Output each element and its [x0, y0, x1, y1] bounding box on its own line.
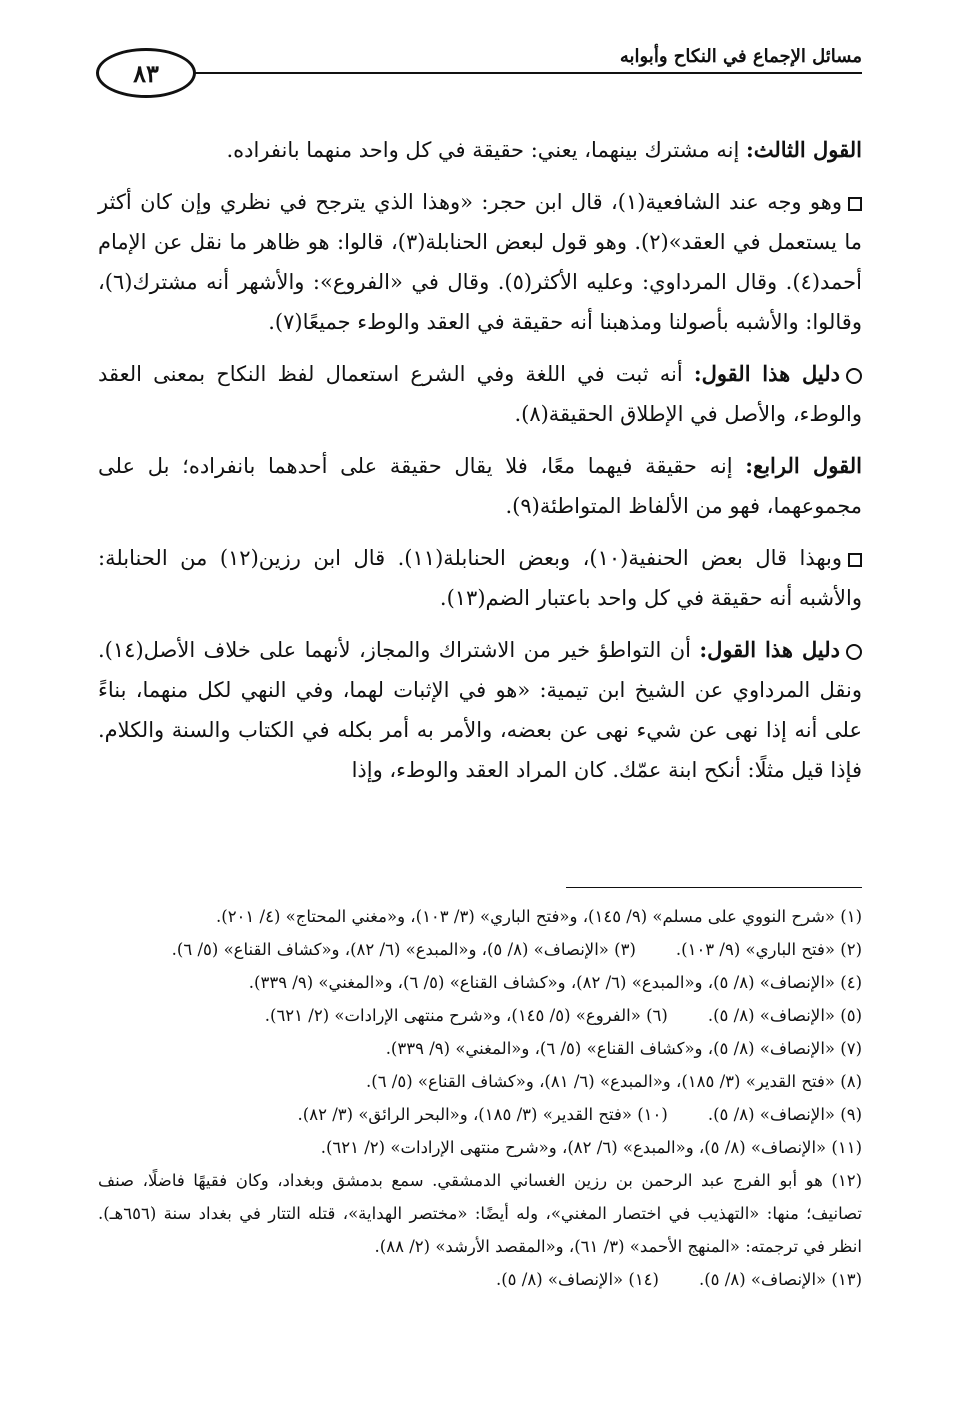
footnote-4: (٤) «الإنصاف» (٨/ ٥)، و«المبدع» (٦/ ٨٢)، و«كشاف القناع» (٥/ ٦)، و«المغني» (٩/ ٣٣٩).	[248, 973, 862, 992]
footnotes	[98, 900, 862, 1296]
paragraph-evidence-1	[98, 354, 862, 434]
footnote-7: (٧) «الإنصاف» (٨/ ٥)، و«كشاف القناع» (٥/ ٦)، و«المغني» (٩/ ٣٣٩).	[385, 1039, 862, 1058]
footnote-12: (١٢) هو أبو الفرج عبد الرحمن بن رزين الغساني الدمشقي. سمع بدمشق وبغداد، وكان فقيهًا فاضلًا، صنف تصانيف؛ منها: «التهذيب في اختصار المغني»، وله أيضًا: «مختصر الهداية»، قتله التتار في بغداد سنة (٦٥٦هـ). انظر في ترجمته: «المنهج الأحمد» (٣/ ٦١)، و«المقصد الأرشد» (٢/ ٨٨).	[98, 1171, 862, 1256]
footnote-14: (١٤) «الإنصاف» (٨/ ٥).	[495, 1270, 659, 1289]
square-marker-icon	[848, 197, 862, 211]
footnote-3: (٣) «الإنصاف» (٨/ ٥)، و«المبدع» (٦/ ٨٢)، و«كشاف القناع» (٥/ ٦).	[171, 940, 636, 959]
footnote-row	[98, 933, 862, 966]
paragraph-text: إنه مشترك بينهما، يعني: حقيقة في كل واحد منهما بانفراده.	[226, 138, 746, 162]
section-lead: دليل هذا القول:	[693, 361, 841, 386]
paragraph-third-opinion	[98, 130, 862, 170]
main-text	[98, 130, 862, 802]
section-lead: القول الرابع:	[745, 453, 862, 478]
paragraph-fourth-opinion	[98, 446, 862, 526]
footnote-row	[98, 1263, 862, 1296]
section-lead: القول الثالث:	[745, 137, 862, 162]
footnote-6: (٦) «الفروع» (٥/ ١٤٥)، و«شرح منتهى الإرادات» (٢/ ٦٢١).	[264, 1006, 668, 1025]
footnote-9: (٩) «الإنصاف» (٨/ ٥).	[707, 1105, 862, 1124]
footnote-8: (٨) «فتح القدير» (٣/ ١٨٥)، و«المبدع» (٦/ ٨١)، و«كشاف القناع» (٥/ ٦).	[366, 1072, 862, 1091]
page-number: ٨٣	[96, 48, 196, 98]
circle-marker-icon	[846, 644, 862, 660]
section-lead: دليل هذا القول:	[699, 637, 840, 662]
paragraph-text: أن التواطؤ خير من الاشتراك والمجاز، لأنهما على خلاف الأصل(١٤). ونقل المرداوي عن الشيخ ابن تيمية: «هو في الإثبات لهما، وفي النهي لكل منهما، بناءً على أنه إذا نهى عن شيء نهى عن بعضه، والأمر به أمر بكله في الكتاب والسنة والكلام. فإذا قيل مثلًا: أنكح ابنة عمّك. كان المراد العقد والوطء، وإذا	[98, 638, 862, 782]
footnote-2: (٢) «فتح الباري» (٩/ ١٠٣).	[675, 940, 862, 959]
paragraph-hanafi	[98, 538, 862, 618]
footnote-separator	[566, 887, 862, 888]
circle-marker-icon	[846, 368, 862, 384]
paragraph-text: وبهذا قال بعض الحنفية(١٠)، وبعض الحنابلة(١١). قال ابن رزين(١٢) من الحنابلة: والأشبه أنه حقيقة في كل واحد باعتبار الضم(١٣).	[98, 546, 862, 610]
running-title: مسائل الإجماع في النكاح وأبوابه	[619, 46, 862, 67]
paragraph-text: وهو وجه عند الشافعية(١)، قال ابن حجر: «وهذا الذي يترجح في نظري وإن كان أكثر ما يستعمل في العقد»(٢). وهو قول لبعض الحنابلة(٣)، قالوا: هو ظاهر ما نقل عن الإمام أحمد(٤). وقال المرداوي: وعليه الأكثر(٥). وقال في «الفروع»: والأشهر أنه مشترك(٦)، وقالوا: والأشبه بأصولنا ومذهبنا أنه حقيقة في العقد والوطء جميعًا(٧).	[98, 190, 862, 334]
footnote-1: (١) «شرح النووي على مسلم» (٩/ ١٤٥)، و«فتح الباري» (٣/ ١٠٣)، و«مغني المحتاج» (٤/ ٢٠١).	[216, 907, 862, 926]
header-rule	[192, 72, 862, 74]
square-marker-icon	[848, 553, 862, 567]
footnote-11: (١١) «الإنصاف» (٨/ ٥)، و«المبدع» (٦/ ٨٢)، و«شرح منتهى الإرادات» (٢/ ٦٢١).	[320, 1138, 862, 1157]
footnote-5: (٥) «الإنصاف» (٨/ ٥).	[707, 1006, 862, 1025]
paragraph-evidence-2	[98, 630, 862, 790]
paragraph-shafii	[98, 182, 862, 342]
paragraph-text: أنه ثبت في اللغة وفي الشرع استعمال لفظ النكاح بمعنى العقد والوطء، والأصل في الإطلاق الحقيقة(٨).	[98, 362, 862, 426]
footnote-row	[98, 999, 862, 1032]
footnote-10: (١٠) «فتح القدير» (٣/ ١٨٥)، و«البحر الرائق» (٣/ ٨٢).	[297, 1105, 668, 1124]
paragraph-text: إنه حقيقة فيهما معًا، فلا يقال حقيقة على أحدهما بانفراده؛ بل على مجموعهما، فهو من الألفاظ المتواطئة(٩).	[98, 454, 862, 518]
footnote-13: (١٣) «الإنصاف» (٨/ ٥).	[698, 1270, 862, 1289]
page-header	[96, 40, 862, 120]
footnote-row	[98, 1098, 862, 1131]
